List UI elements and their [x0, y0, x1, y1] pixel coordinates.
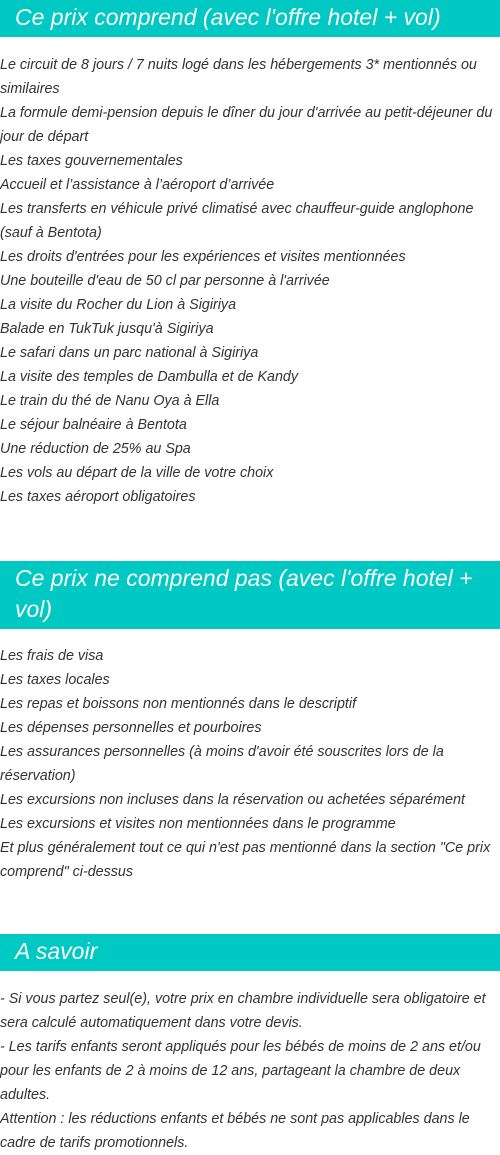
- list-item: Les vols au départ de la ville de votre choix: [0, 465, 274, 481]
- list-item: Les droits d'entrées pour les expériences et visites mentionnées: [0, 249, 406, 265]
- list-item: La formule demi-pension depuis le dîner du jour d'arrivée au petit-déjeuner du jour de départ: [0, 105, 493, 145]
- list-item: Et plus généralement tout ce qui n'est pas mentionné dans la section "Ce prix comprend" ci-dessus: [0, 840, 491, 880]
- list-item: Les taxes aéroport obligatoires: [0, 489, 196, 505]
- list-item: Les assurances personnelles (à moins d'avoir été souscrites lors de la réservation): [0, 744, 444, 784]
- list-item: Les excursions non incluses dans la réservation ou achetées séparément: [0, 792, 465, 808]
- includes-list: [0, 53, 500, 509]
- list-item: Les excursions et visites non mentionnées dans le programme: [0, 816, 396, 832]
- list-item: La visite des temples de Dambulla et de Kandy: [0, 369, 299, 385]
- info-line: - Si vous partez seul(e), votre prix en chambre individuelle sera obligatoire et sera calculé automatiquement dans votre devis.: [0, 991, 486, 1031]
- list-item: Le circuit de 8 jours / 7 nuits logé dans les hébergements 3* mentionnés ou similaires: [0, 57, 477, 97]
- list-item: Les frais de visa: [0, 648, 104, 664]
- list-item: La visite du Rocher du Lion à Sigiriya: [0, 297, 237, 313]
- list-item: Les taxes gouvernementales: [0, 153, 183, 169]
- info-text: [0, 987, 500, 1155]
- list-item: Balade en TukTuk jusqu'à Sigiriya: [0, 321, 214, 337]
- excludes-section-title: Ce prix ne comprend pas (avec l'offre hotel + vol): [0, 561, 500, 629]
- list-item: Les repas et boissons non mentionnés dans le descriptif: [0, 696, 357, 712]
- list-item: Les transferts en véhicule privé climatisé avec chauffeur-guide anglophone (sauf à Bentota): [0, 201, 474, 241]
- list-item: Le safari dans un parc national à Sigiriya: [0, 345, 259, 361]
- info-line: - Les tarifs enfants seront appliqués pour les bébés de moins de 2 ans et/ou pour les enfants de 2 à moins de 12 ans, partageant la chambre de deux adultes.: [0, 1039, 481, 1103]
- list-item: Les dépenses personnelles et pourboires: [0, 720, 262, 736]
- excludes-list: [0, 644, 500, 884]
- includes-section-title: Ce prix comprend (avec l'offre hotel + vol): [0, 0, 500, 37]
- info-section-title: A savoir: [0, 934, 500, 971]
- info-line: Attention : les réductions enfants et bébés ne sont pas applicables dans le cadre de tarifs promotionnels.: [0, 1111, 470, 1151]
- list-item: Le séjour balnéaire à Bentota: [0, 417, 187, 433]
- list-item: Le train du thé de Nanu Oya à Ella: [0, 393, 220, 409]
- list-item: Accueil et l’assistance à l’aéroport d’arrivée: [0, 177, 275, 193]
- list-item: Une bouteille d'eau de 50 cl par personne à l'arrivée: [0, 273, 330, 289]
- list-item: Une réduction de 25% au Spa: [0, 441, 191, 457]
- list-item: Les taxes locales: [0, 672, 110, 688]
